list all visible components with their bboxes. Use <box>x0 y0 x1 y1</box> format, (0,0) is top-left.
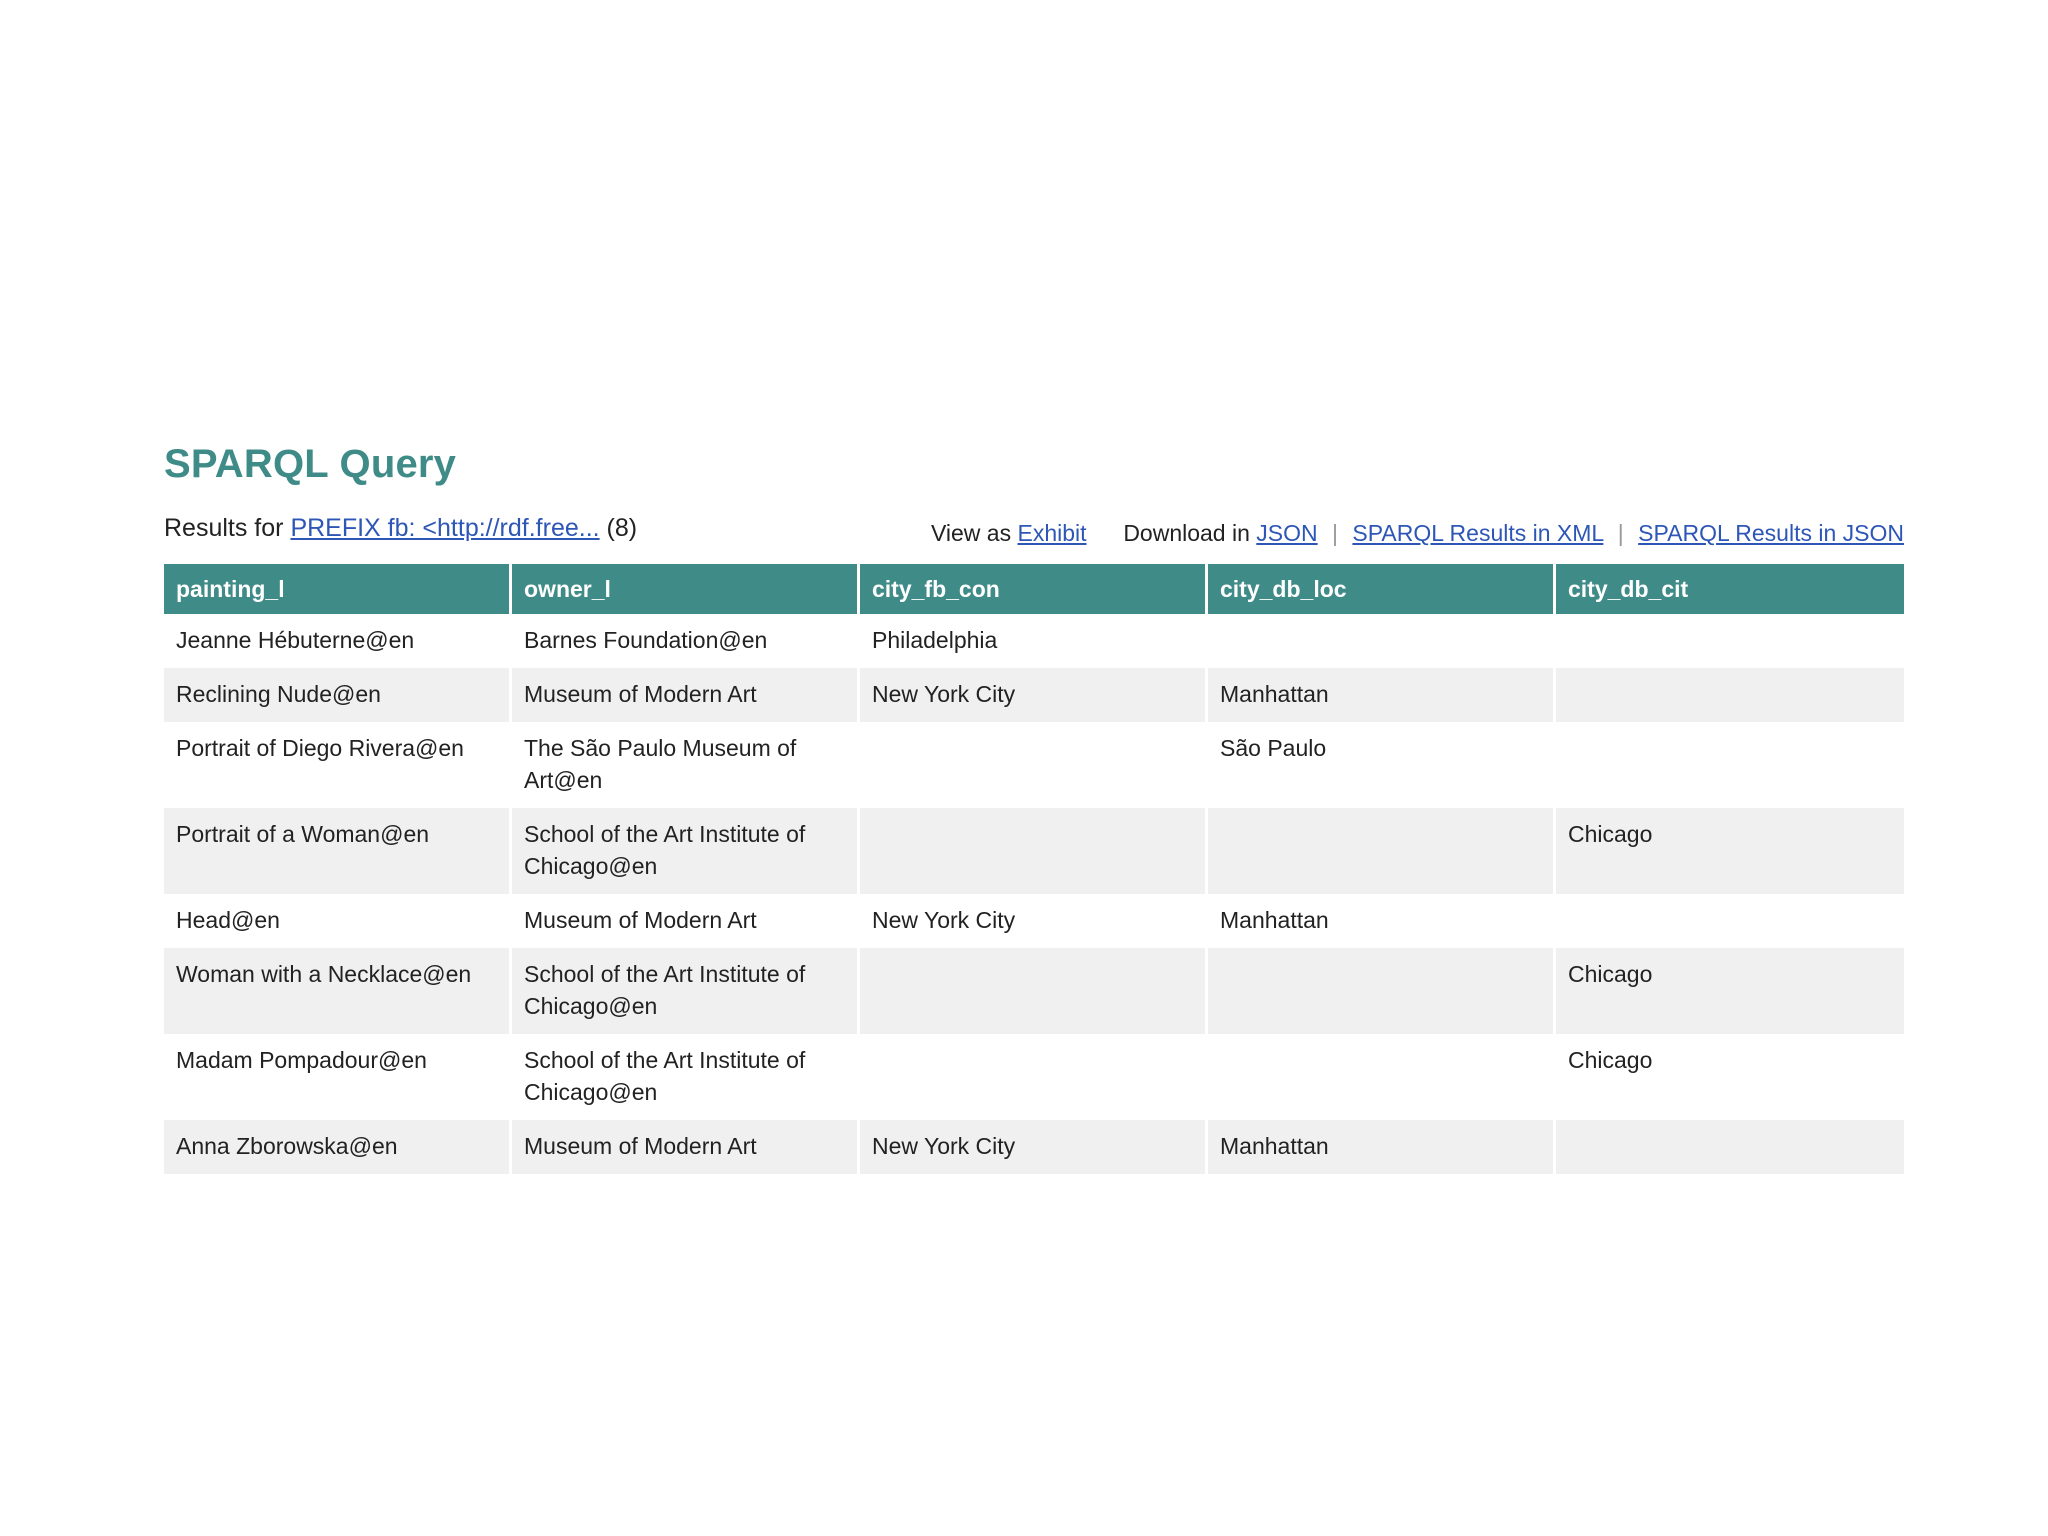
sparql-json-link[interactable]: SPARQL Results in JSON <box>1638 520 1904 546</box>
query-link[interactable]: PREFIX fb: <http://rdf.free... <box>290 514 600 542</box>
table-cell <box>1556 894 1904 948</box>
results-bar <box>164 514 1904 550</box>
column-header-city-fb-con[interactable]: city_fb_con <box>860 564 1208 614</box>
table-cell: Museum of Modern Art <box>512 1120 860 1174</box>
results-summary <box>164 514 637 543</box>
table-cell: Anna Zborowska@en <box>164 1120 512 1174</box>
table-cell: Portrait of Diego Rivera@en <box>164 722 512 808</box>
page <box>164 440 1904 1174</box>
table-row <box>164 948 1904 1034</box>
table-row <box>164 1120 1904 1174</box>
column-header-owner[interactable]: owner_l <box>512 564 860 614</box>
column-header-city-db-loc[interactable]: city_db_loc <box>1208 564 1556 614</box>
table-cell: Chicago <box>1556 1034 1904 1120</box>
table-cell <box>1556 1120 1904 1174</box>
table-cell <box>1556 722 1904 808</box>
column-header-city-db-cit[interactable]: city_db_cit <box>1556 564 1904 614</box>
table-cell: School of the Art Institute of Chicago@en <box>512 948 860 1034</box>
results-table <box>164 564 1904 1174</box>
table-cell: New York City <box>860 668 1208 722</box>
table-cell <box>860 948 1208 1034</box>
table-row <box>164 614 1904 668</box>
table-row <box>164 808 1904 894</box>
download-in-label: Download in <box>1123 520 1250 546</box>
table-cell: São Paulo <box>1208 722 1556 808</box>
table-cell: Manhattan <box>1208 894 1556 948</box>
table-cell: Museum of Modern Art <box>512 668 860 722</box>
table-cell: Woman with a Necklace@en <box>164 948 512 1034</box>
table-cell: New York City <box>860 1120 1208 1174</box>
table-cell <box>1556 614 1904 668</box>
table-cell: Chicago <box>1556 808 1904 894</box>
toolbar-separator: | <box>1332 520 1339 546</box>
table-row <box>164 722 1904 808</box>
table-cell <box>1208 808 1556 894</box>
column-header-painting[interactable]: painting_l <box>164 564 512 614</box>
table-cell: Head@en <box>164 894 512 948</box>
table-cell: The São Paulo Museum of Art@en <box>512 722 860 808</box>
table-cell <box>1208 948 1556 1034</box>
table-row <box>164 668 1904 722</box>
table-cell: Portrait of a Woman@en <box>164 808 512 894</box>
table-header-row <box>164 564 1904 614</box>
exhibit-link[interactable]: Exhibit <box>1017 520 1087 546</box>
table-cell: Reclining Nude@en <box>164 668 512 722</box>
table-cell: School of the Art Institute of Chicago@en <box>512 1034 860 1120</box>
view-as-label: View as <box>930 520 1012 546</box>
table-row <box>164 894 1904 948</box>
toolbar-separator: | <box>1617 520 1624 546</box>
table-cell: Manhattan <box>1208 1120 1556 1174</box>
table-cell <box>860 1034 1208 1120</box>
results-toolbar <box>931 520 1904 547</box>
table-cell <box>1556 668 1904 722</box>
table-cell <box>860 808 1208 894</box>
sparql-xml-link[interactable]: SPARQL Results in XML <box>1352 520 1604 546</box>
table-cell: Philadelphia <box>860 614 1208 668</box>
table-cell <box>860 722 1208 808</box>
table-cell: Chicago <box>1556 948 1904 1034</box>
table-cell <box>1208 614 1556 668</box>
table-cell: School of the Art Institute of Chicago@en <box>512 808 860 894</box>
json-download-link[interactable]: JSON <box>1256 520 1318 546</box>
table-cell: Museum of Modern Art <box>512 894 860 948</box>
table-cell: Madam Pompadour@en <box>164 1034 512 1120</box>
table-cell: Jeanne Hébuterne@en <box>164 614 512 668</box>
table-row <box>164 1034 1904 1120</box>
table-cell: Manhattan <box>1208 668 1556 722</box>
results-count: (8) <box>606 514 638 542</box>
page-title: SPARQL Query <box>164 442 457 486</box>
table-cell <box>1208 1034 1556 1120</box>
table-cell: New York City <box>860 894 1208 948</box>
results-for-label: Results for <box>164 514 284 542</box>
table-cell: Barnes Foundation@en <box>512 614 860 668</box>
